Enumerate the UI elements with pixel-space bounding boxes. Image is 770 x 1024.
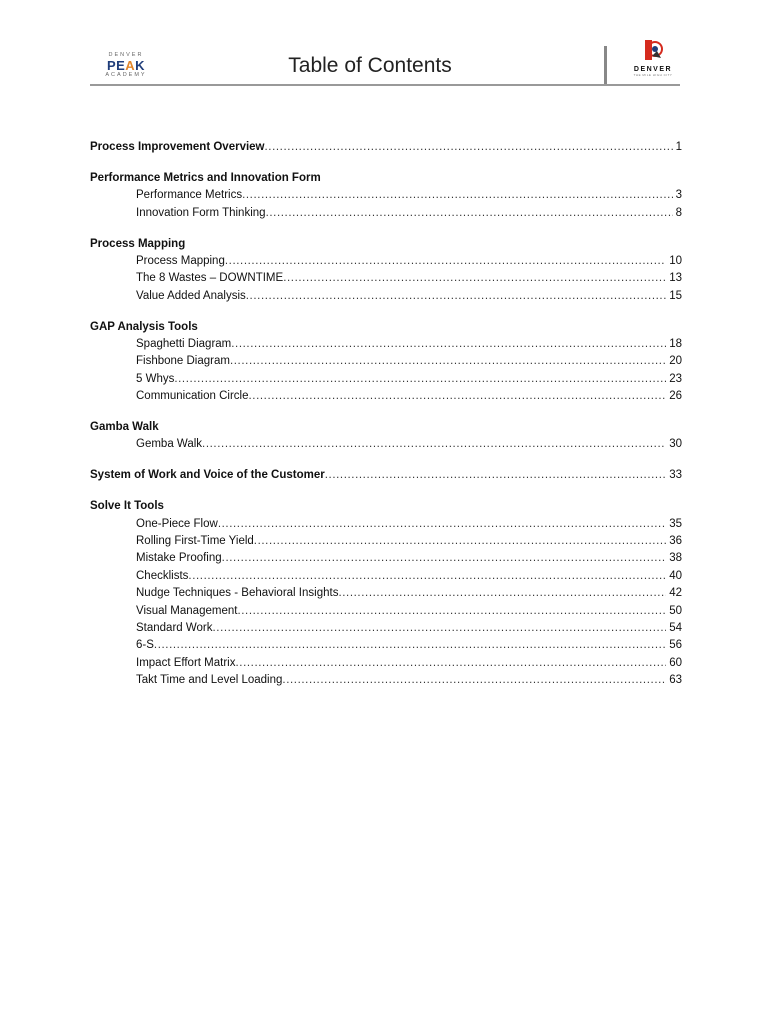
toc-entry[interactable] <box>90 139 682 156</box>
toc-entry-label: One-Piece Flow <box>136 517 218 530</box>
toc-entry[interactable] <box>90 288 682 305</box>
toc-entry-label: The 8 Wastes – DOWNTIME <box>136 272 284 285</box>
toc-page-number: 50 <box>669 604 682 617</box>
toc-entry[interactable] <box>90 270 682 287</box>
peak-logo-bottom-text: ACADEMY <box>105 72 147 78</box>
toc-entry-label: Performance Metrics <box>136 189 243 202</box>
toc-page-number: 40 <box>669 569 682 582</box>
denver-logo <box>626 38 680 88</box>
toc-entry[interactable] <box>90 205 682 222</box>
toc-entry-label: 5 Whys <box>136 372 175 385</box>
toc-dot-leader <box>230 353 666 370</box>
toc-dot-leader <box>248 388 666 405</box>
toc-entry-label: Visual Management <box>136 604 238 617</box>
toc-page-number: 18 <box>669 338 682 351</box>
toc-dot-leader <box>254 533 666 550</box>
toc-entry-label: Nudge Techniques - Behavioral Insights <box>136 587 339 600</box>
toc-page-number: 38 <box>669 552 682 565</box>
toc-entry[interactable] <box>90 353 682 370</box>
page-title: Table of Contents <box>288 54 452 77</box>
toc-dot-leader <box>237 603 666 620</box>
toc-page-number: 20 <box>669 355 682 368</box>
toc-dot-leader <box>202 436 666 453</box>
toc-page-number: 36 <box>669 535 682 548</box>
denver-logo-sub: THE MILE HIGH CITY <box>633 73 673 77</box>
toc-section <box>90 419 682 454</box>
header-divider <box>604 46 607 84</box>
toc-dot-leader <box>282 672 666 689</box>
toc-section <box>90 319 682 406</box>
toc-page-number: 56 <box>669 639 682 652</box>
denver-mark-icon <box>643 38 663 62</box>
toc-section-heading: Performance Metrics and Innovation Form <box>90 171 321 184</box>
toc-entry-label: Spaghetti Diagram <box>136 338 232 351</box>
peak-logo-top-text: DENVER <box>108 52 144 58</box>
toc-section-heading: Process Mapping <box>90 237 186 250</box>
toc-entry[interactable] <box>90 436 682 453</box>
toc-dot-leader <box>266 205 673 222</box>
peak-logo-word-b: K <box>135 58 146 73</box>
toc-entry-label: Fishbone Diagram <box>136 355 230 368</box>
toc-entry[interactable] <box>90 336 682 353</box>
toc-section-heading: Gamba Walk <box>90 421 159 434</box>
toc-section <box>90 498 682 689</box>
toc-dot-leader <box>225 253 666 270</box>
toc-dot-leader <box>188 568 666 585</box>
toc-page-number: 35 <box>669 517 682 530</box>
toc-entry[interactable] <box>90 637 682 654</box>
toc-entry[interactable] <box>90 467 682 484</box>
toc-dot-leader <box>222 550 667 567</box>
toc-page-number: 54 <box>669 621 682 634</box>
toc-page-number: 10 <box>669 254 682 267</box>
peak-logo-word-accent: A <box>125 58 136 73</box>
toc-entry[interactable] <box>90 585 682 602</box>
toc-page-number: 23 <box>669 372 682 385</box>
toc-entry-label: Process Improvement Overview <box>90 141 265 153</box>
toc-entry[interactable] <box>90 672 682 689</box>
toc-entry[interactable] <box>90 187 682 204</box>
toc-entry-label: Rolling First-Time Yield <box>136 535 254 548</box>
toc-section <box>90 139 682 156</box>
toc-page-number: 1 <box>675 141 682 153</box>
toc-page-number: 63 <box>669 674 682 687</box>
toc-entry-label: Process Mapping <box>136 254 225 267</box>
toc-entry-label: Standard Work <box>136 621 213 634</box>
toc-dot-leader <box>174 371 666 388</box>
toc-section <box>90 467 682 484</box>
toc-entry-label: Impact Effort Matrix <box>136 656 236 669</box>
toc-entry-label: 6-S <box>136 639 154 652</box>
denver-logo-word: DENVER <box>633 66 673 73</box>
toc-entry[interactable] <box>90 388 682 405</box>
toc-page-number: 13 <box>669 272 682 285</box>
toc-dot-leader <box>218 516 666 533</box>
toc-dot-leader <box>235 655 666 672</box>
toc-entry-label: Value Added Analysis <box>136 289 246 302</box>
toc-dot-leader <box>154 637 666 654</box>
toc-entry[interactable] <box>90 516 682 533</box>
page-header <box>90 36 680 88</box>
toc-dot-leader <box>265 139 673 156</box>
toc-entry-label: Innovation Form Thinking <box>136 206 266 219</box>
toc-entry[interactable] <box>90 655 682 672</box>
toc-entry[interactable] <box>90 533 682 550</box>
toc-entry-label: Checklists <box>136 569 189 582</box>
toc-entry-label: Gemba Walk <box>136 438 203 451</box>
toc-page-number: 42 <box>669 587 682 600</box>
toc-entry[interactable] <box>90 620 682 637</box>
toc-entry[interactable] <box>90 550 682 567</box>
peak-logo-word-a: PE <box>106 58 126 73</box>
toc-entry-label: Mistake Proofing <box>136 552 222 565</box>
toc-entry[interactable] <box>90 568 682 585</box>
toc-page-number: 8 <box>675 206 682 219</box>
toc-section <box>90 170 682 222</box>
toc-entry[interactable] <box>90 371 682 388</box>
toc-section-heading: GAP Analysis Tools <box>90 320 198 333</box>
toc-page-number: 15 <box>669 289 682 302</box>
toc-dot-leader <box>338 585 666 602</box>
toc-dot-leader <box>283 270 666 287</box>
table-of-contents <box>90 139 682 703</box>
toc-page-number: 60 <box>669 656 682 669</box>
toc-entry-label: Communication Circle <box>136 390 249 403</box>
header-rule <box>90 84 680 86</box>
toc-entry[interactable] <box>90 603 682 620</box>
toc-section <box>90 236 682 306</box>
toc-entry[interactable] <box>90 253 682 270</box>
toc-dot-leader <box>231 336 666 353</box>
toc-page-number: 30 <box>669 438 682 451</box>
toc-section-heading: Solve It Tools <box>90 500 164 513</box>
toc-dot-leader <box>213 620 667 637</box>
toc-page-number: 26 <box>669 390 682 403</box>
toc-dot-leader <box>242 187 673 204</box>
toc-dot-leader <box>325 467 666 484</box>
toc-entry-label: Takt Time and Level Loading <box>136 674 283 687</box>
toc-entry-label: System of Work and Voice of the Customer <box>90 469 325 482</box>
toc-dot-leader <box>246 288 666 305</box>
toc-page-number: 3 <box>675 189 682 202</box>
toc-page-number: 33 <box>669 469 682 482</box>
